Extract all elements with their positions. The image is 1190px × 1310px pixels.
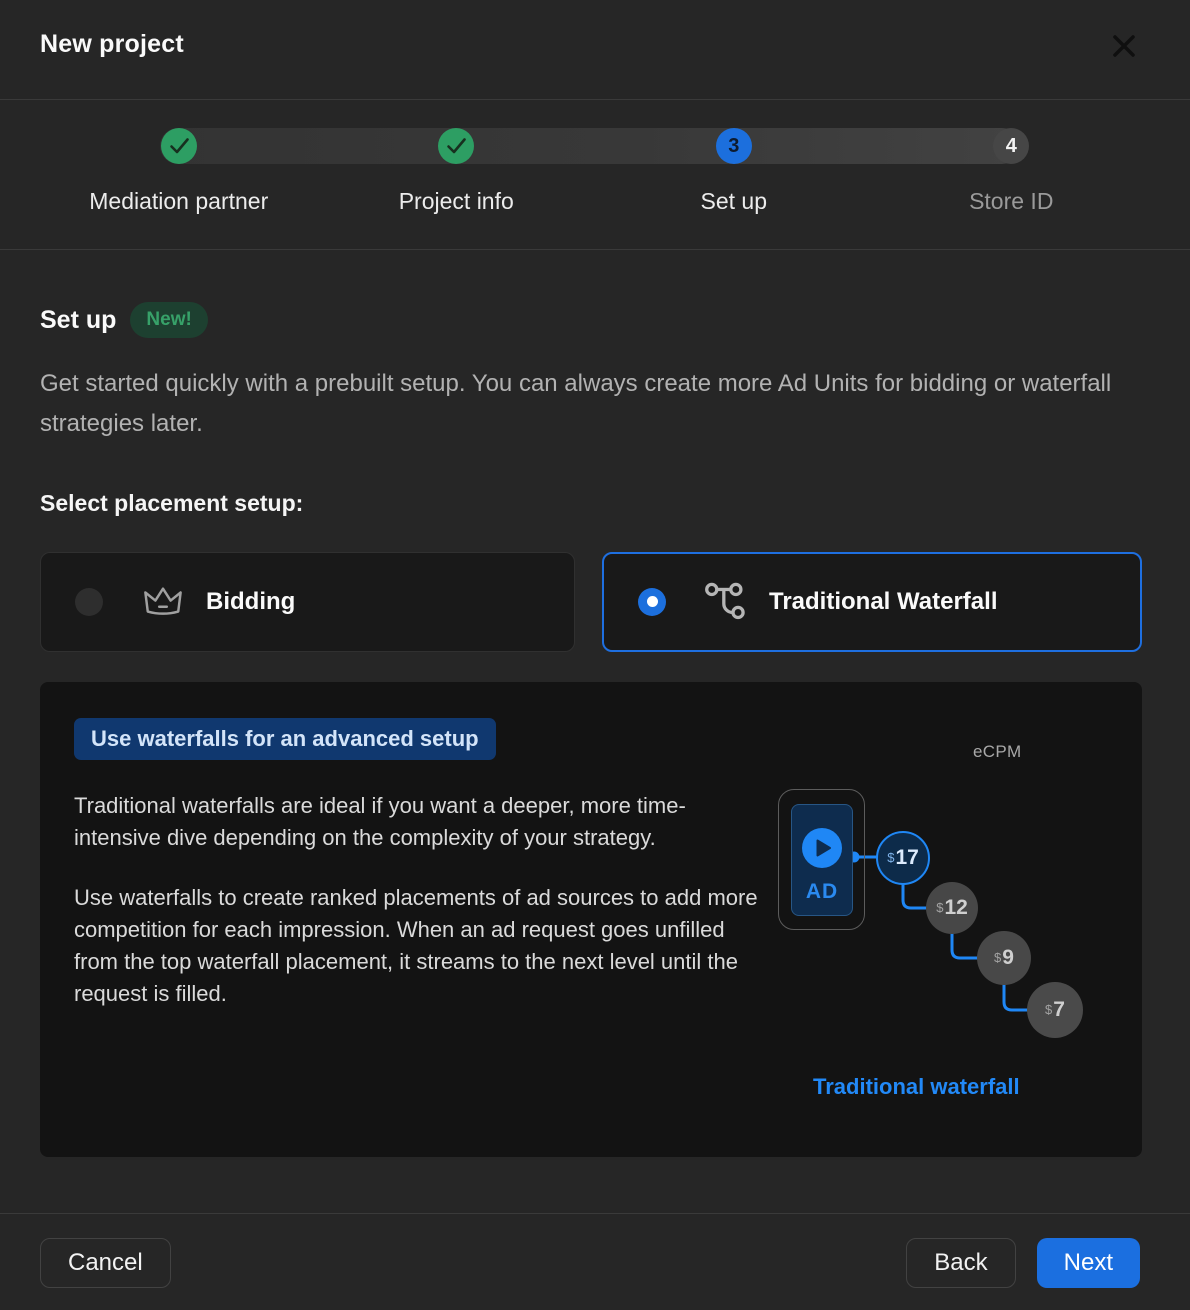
radio-unselected[interactable] [75, 588, 103, 616]
step-complete-icon [161, 128, 197, 164]
panel-paragraphs [74, 790, 769, 1011]
section-heading: Set up [40, 305, 117, 334]
option-label: Traditional Waterfall [769, 587, 998, 615]
back-button[interactable]: Back [906, 1238, 1015, 1288]
option-label: Bidding [206, 587, 296, 615]
step-label: Project info [398, 188, 514, 214]
step-store-id [873, 100, 1151, 215]
play-icon [802, 828, 842, 873]
cancel-button[interactable]: Cancel [40, 1238, 171, 1288]
next-button[interactable]: Next [1037, 1238, 1140, 1288]
step-number: 3 [716, 128, 752, 164]
currency-symbol: $ [994, 950, 1002, 966]
radio-selected[interactable] [638, 588, 666, 616]
placement-options [40, 552, 1142, 652]
close-button[interactable] [1102, 24, 1146, 68]
content [0, 302, 1190, 1157]
select-placement-label: Select placement setup: [40, 489, 304, 516]
step-set-up [595, 100, 873, 215]
close-icon [1108, 30, 1140, 62]
waterfall-branch-icon [703, 580, 749, 623]
panel-title-pill: Use waterfalls for an advanced setup [74, 718, 496, 760]
panel-paragraph-2: Use waterfalls to create ranked placements of ad sources to add more competition for each impression. When an ad request goes unfilled from the top waterfall placement, it streams to the next level until the request is filled. [74, 884, 758, 1007]
step-label: Set up [700, 188, 767, 214]
ecpm-bubble-17: $ 17 [876, 831, 930, 885]
step-label: Mediation partner [89, 188, 269, 214]
modal-header [0, 0, 1190, 100]
illustration-caption: Traditional waterfall [813, 1073, 1020, 1099]
currency-symbol: $ [887, 850, 895, 866]
step-mediation-partner[interactable] [40, 100, 318, 215]
crown-icon [140, 582, 186, 622]
new-badge: New! [130, 302, 207, 338]
step-number: 4 [993, 128, 1029, 164]
step-label: Store ID [969, 188, 1054, 214]
waterfall-info-panel [40, 682, 1142, 1157]
stepper [0, 100, 1190, 250]
step-complete-icon [438, 128, 474, 164]
phone-screen [791, 804, 853, 916]
panel-paragraph-1: Traditional waterfalls are ideal if you want a deeper, more time-intensive dive depending on the complexity of your strategy. [74, 792, 686, 850]
currency-symbol: $ [1045, 1002, 1053, 1018]
ecpm-bubble-12: $ 12 [926, 882, 978, 934]
section-description: Get started quickly with a prebuilt setup. You can always create more Ad Units for bidding or waterfall strategies later. [40, 370, 1112, 438]
ecpm-bubble-9: $ 9 [977, 931, 1031, 985]
step-project-info[interactable] [318, 100, 596, 215]
ecpm-bubble-7: $ 7 [1027, 982, 1083, 1038]
ad-label: AD [805, 879, 839, 903]
phone-frame [778, 789, 865, 930]
currency-symbol: $ [936, 900, 944, 916]
modal-title: New project [40, 30, 184, 58]
option-traditional-waterfall[interactable] [602, 552, 1142, 652]
modal-footer [0, 1213, 1190, 1310]
option-bidding[interactable] [40, 552, 575, 652]
ecpm-label: eCPM [973, 741, 1022, 761]
